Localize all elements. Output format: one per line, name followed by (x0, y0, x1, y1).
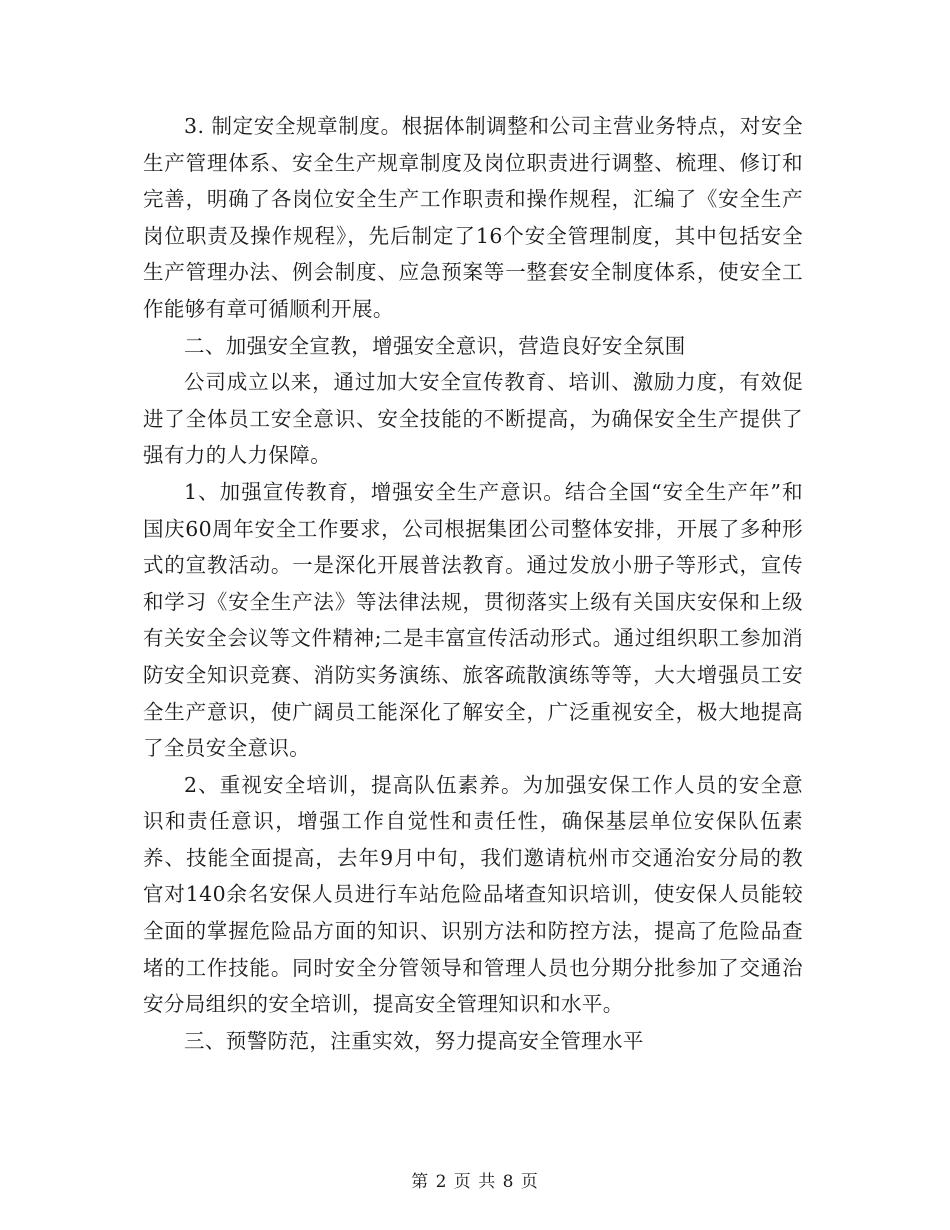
paragraph-intro: 公司成立以来，通过加大安全宣传教育、培训、激励力度，有效促进了全体员工安全意识、安全技能的不断提高，为确保安全生产提供了强有力的人力保障。 (143, 370, 803, 468)
page-number-footer: 第 2 页 共 8 页 (411, 1172, 539, 1192)
paragraph-training: 2、重视安全培训，提高队伍素养。为加强安保工作人员的安全意识和责任意识，增强工作自觉性和责任性，确保基层单位安保队伍素养、技能全面提高，去年9月中旬，我们邀请杭州市交通治安分局的教官对140余名安保人员进行车站危险品堵查知识培训，使安保人员能较全面的掌握危险品方面的知识、识别方法和防控方法，提高了危险品查堵的工作技能。同时安全分管领导和管理人员也分期分批参加了交通治安分局组织的安全培训，提高安全管理知识和水平。 (143, 772, 803, 1017)
section-heading-3: 三、预警防范，注重实效，努力提高安全管理水平 (184, 1028, 644, 1053)
section-heading-2: 二、加强安全宣教，增强安全意识，营造良好安全氛围 (184, 333, 686, 358)
document-body (143, 108, 803, 1059)
paragraph-publicity: 1、加强宣传教育，增强安全生产意识。结合全国“安全生产年”和国庆60周年安全工作要求，公司根据集团公司整体安排，开展了多种形式的宣教活动。一是深化开展普法教育。通过发放小册子等形式，宣传和学习《安全生产法》等法律法规，贯彻落实上级有关国庆安保和上级有关安全会议等文件精神;二是丰富宣传活动形式。通过组织职工参加消防安全知识竞赛、消防实务演练、旅客疏散演练等等，大大增强员工安全生产意识，使广阔员工能深化了解安全，广泛重视安全，极大地提高了全员安全意识。 (143, 479, 803, 761)
paragraph-regulations: 3. 制定安全规章制度。根据体制调整和公司主营业务特点，对安全生产管理体系、安全生产规章制度及岗位职责进行调整、梳理、修订和完善，明确了各岗位安全生产工作职责和操作规程，汇编了《安全生产岗位职责及操作规程》，先后制定了16个安全管理制度，其中包括安全生产管理办法、例会制度、应急预案等一整套安全制度体系，使安全工作能够有章可循顺利开展。 (143, 114, 803, 321)
